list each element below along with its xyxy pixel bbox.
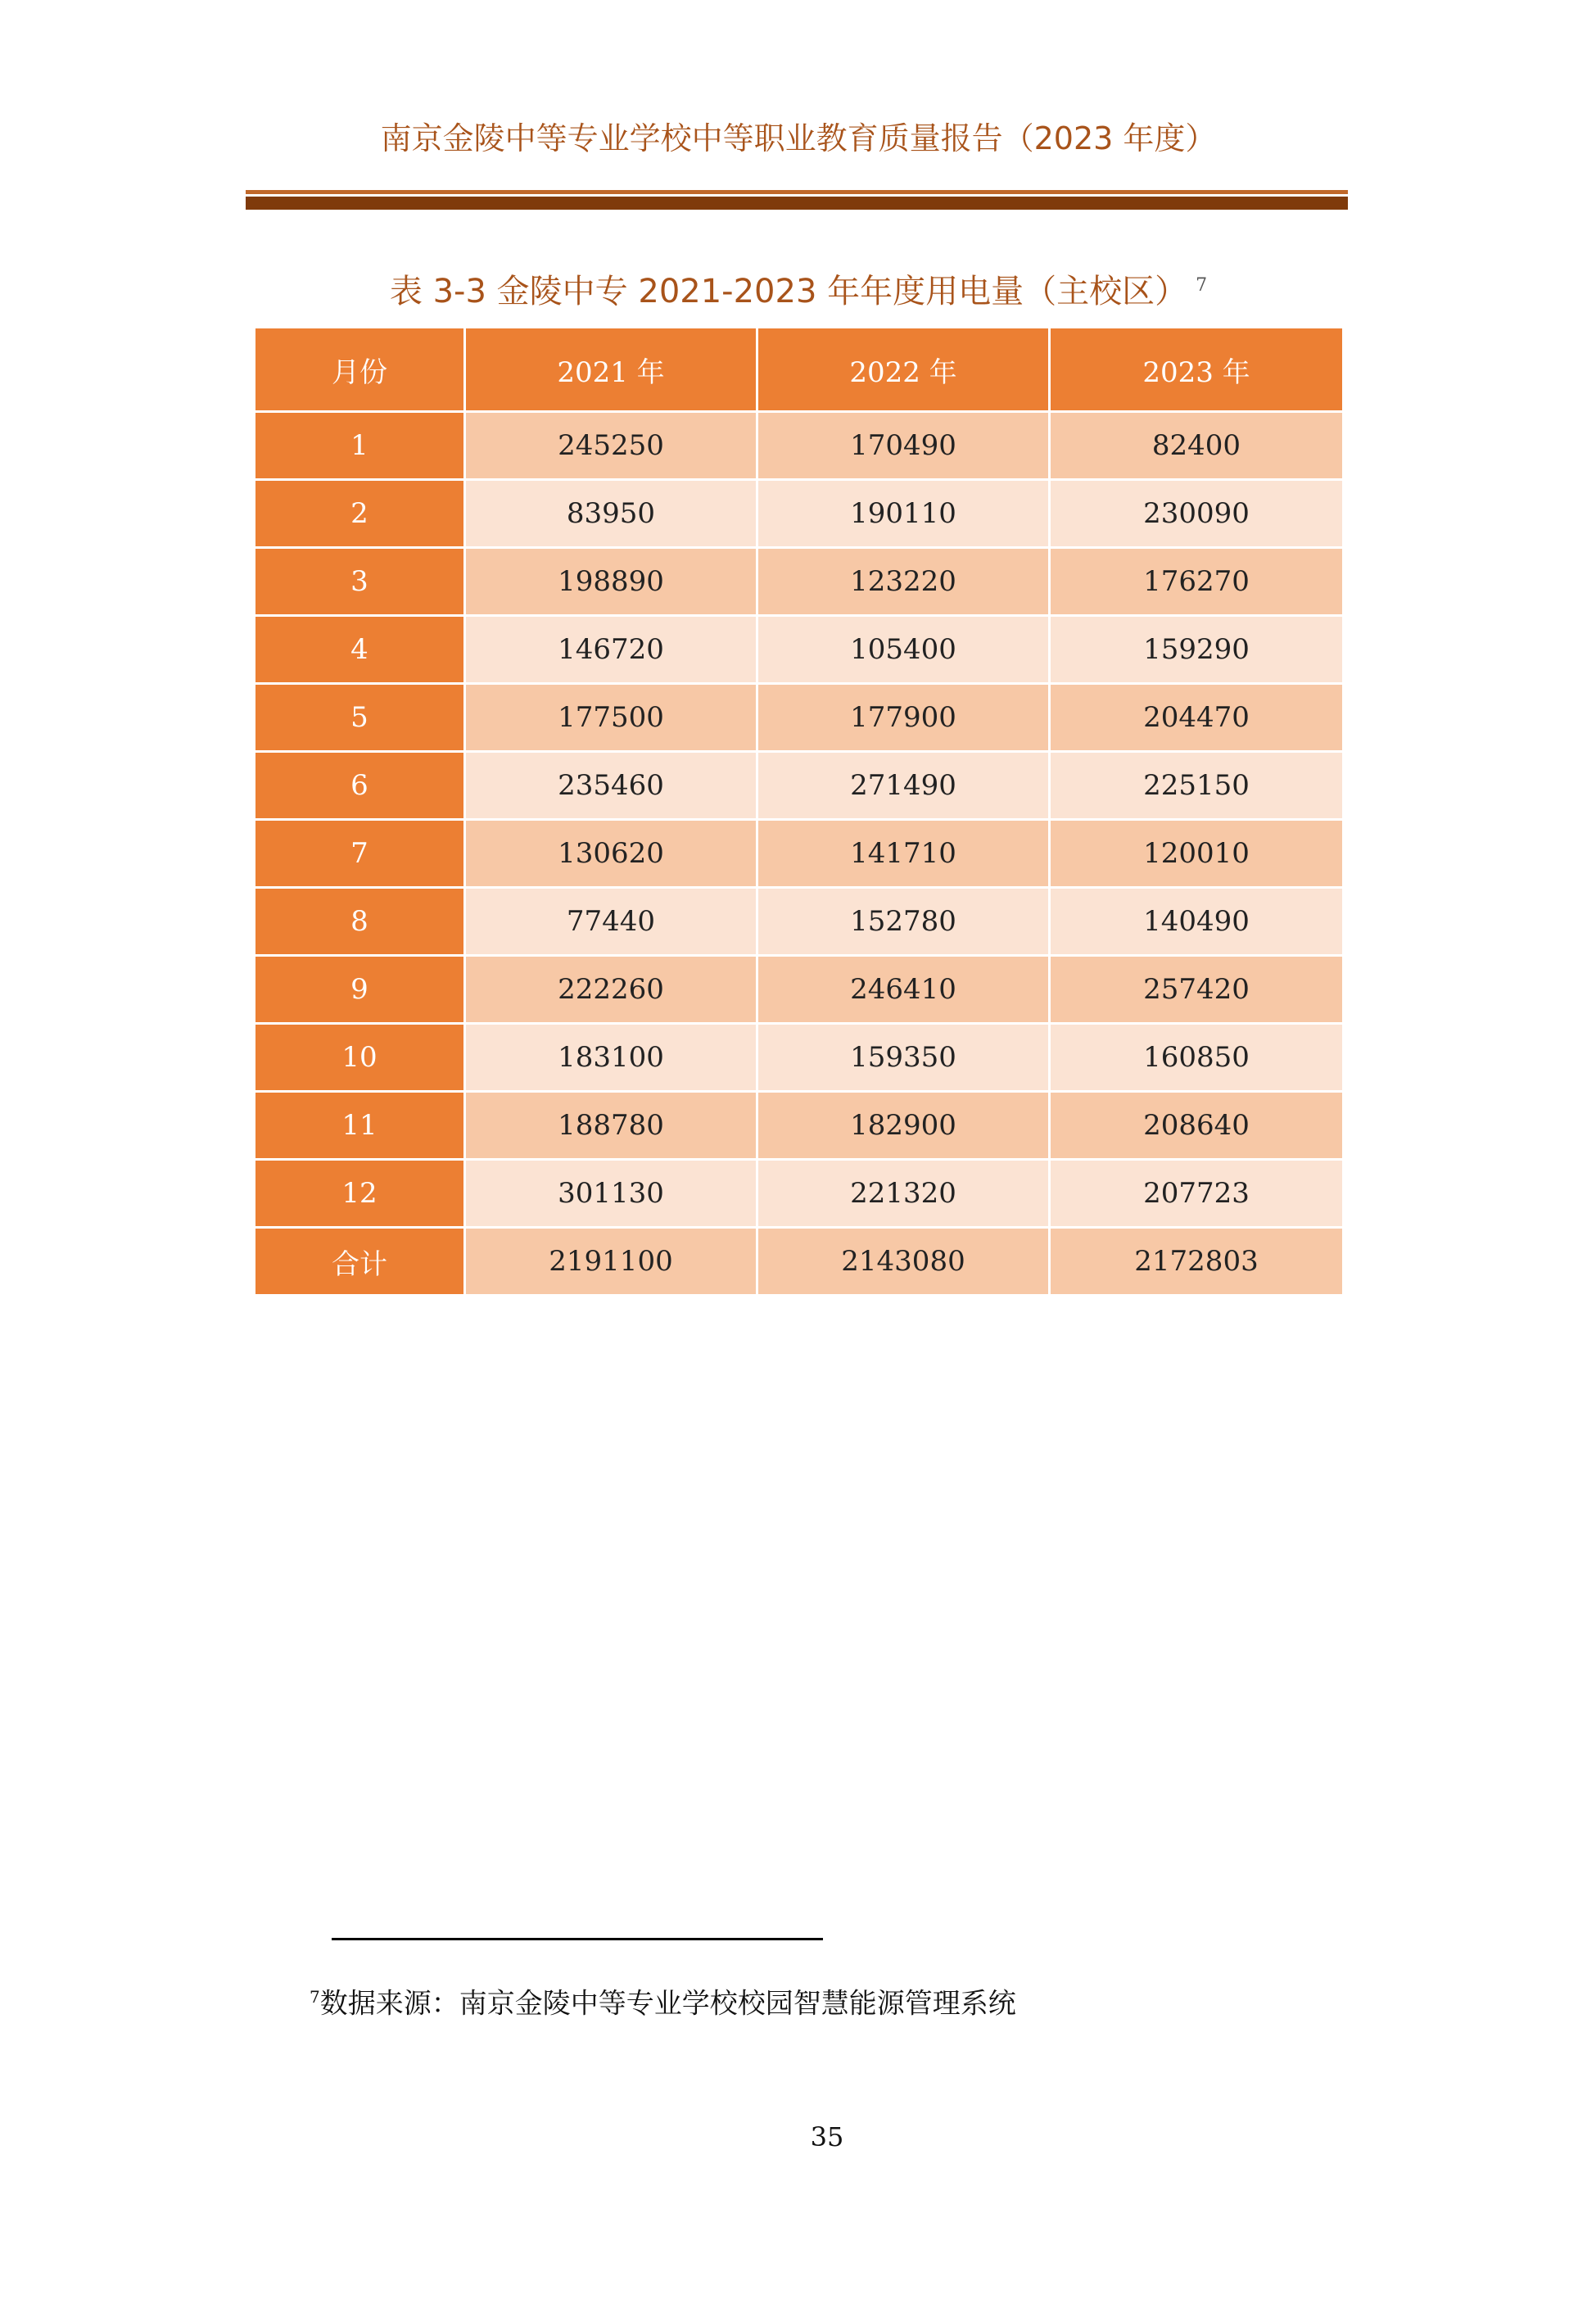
table-cell: 235460 — [465, 752, 757, 820]
column-header-2021: 2021 年 — [465, 328, 757, 412]
table-cell: 170490 — [757, 412, 1050, 480]
table-cell: 159350 — [757, 1024, 1050, 1092]
table-row — [255, 616, 1344, 684]
column-header-month: 月份 — [255, 328, 465, 412]
table-row — [255, 752, 1344, 820]
table-cell: 177500 — [465, 684, 757, 752]
table-row — [255, 1160, 1344, 1228]
table-cell: 221320 — [757, 1160, 1050, 1228]
table-cell: 176270 — [1050, 548, 1344, 616]
table-cell: 183100 — [465, 1024, 757, 1092]
column-header-2023: 2023 年 — [1050, 328, 1344, 412]
table-cell: 152780 — [757, 888, 1050, 956]
row-label: 12 — [255, 1160, 465, 1228]
table-cell: 130620 — [465, 820, 757, 888]
footnote — [310, 1987, 1016, 2021]
row-label: 7 — [255, 820, 465, 888]
table-cell: 190110 — [757, 480, 1050, 548]
footnote-text: 数据来源：南京金陵中等专业学校校园智慧能源管理系统 — [319, 1987, 1016, 2021]
table-cell: 198890 — [465, 548, 757, 616]
page-number: 35 — [810, 2121, 844, 2152]
footnote-marker: 7 — [310, 1987, 320, 2007]
table-cell: 140490 — [1050, 888, 1344, 956]
footnote-reference[interactable]: 7 — [1196, 274, 1208, 296]
table-cell: 177900 — [757, 684, 1050, 752]
table-row — [255, 548, 1344, 616]
table-cell: 120010 — [1050, 820, 1344, 888]
table-cell: 83950 — [465, 480, 757, 548]
table-cell: 225150 — [1050, 752, 1344, 820]
table-total-row — [255, 1228, 1344, 1296]
row-label: 3 — [255, 548, 465, 616]
row-label: 2 — [255, 480, 465, 548]
table-caption — [246, 275, 1351, 308]
header-rule-thin — [246, 190, 1348, 194]
total-label: 合计 — [255, 1228, 465, 1296]
footnote-separator — [332, 1938, 823, 1940]
table-header-row — [255, 328, 1344, 412]
total-cell-2022: 2143080 — [757, 1228, 1050, 1296]
table-cell: 207723 — [1050, 1160, 1344, 1228]
row-label: 9 — [255, 956, 465, 1024]
table-row — [255, 684, 1344, 752]
table-cell: 208640 — [1050, 1092, 1344, 1160]
table-cell: 182900 — [757, 1092, 1050, 1160]
table-row — [255, 480, 1344, 548]
table-cell: 123220 — [757, 548, 1050, 616]
row-label: 1 — [255, 412, 465, 480]
column-header-2022: 2022 年 — [757, 328, 1050, 412]
table-cell: 222260 — [465, 956, 757, 1024]
table-cell: 77440 — [465, 888, 757, 956]
running-header: 南京金陵中等专业学校中等职业教育质量报告（2023 年度） — [380, 120, 1217, 156]
table-cell: 245250 — [465, 412, 757, 480]
table-row — [255, 956, 1344, 1024]
row-label: 5 — [255, 684, 465, 752]
table-cell: 160850 — [1050, 1024, 1344, 1092]
row-label: 4 — [255, 616, 465, 684]
total-cell-2021: 2191100 — [465, 1228, 757, 1296]
table-cell: 188780 — [465, 1092, 757, 1160]
table-caption-text: 表 3-3 金陵中专 2021-2023 年年度用电量（主校区） — [389, 273, 1188, 310]
row-label: 10 — [255, 1024, 465, 1092]
table-row — [255, 1092, 1344, 1160]
table-cell: 204470 — [1050, 684, 1344, 752]
table-cell: 82400 — [1050, 412, 1344, 480]
row-label: 8 — [255, 888, 465, 956]
table-cell: 271490 — [757, 752, 1050, 820]
table-row — [255, 820, 1344, 888]
header-rule-thick — [246, 197, 1348, 210]
table-cell: 246410 — [757, 956, 1050, 1024]
total-cell-2023: 2172803 — [1050, 1228, 1344, 1296]
table-cell: 257420 — [1050, 956, 1344, 1024]
table-row — [255, 888, 1344, 956]
table-row — [255, 1024, 1344, 1092]
row-label: 11 — [255, 1092, 465, 1160]
table-cell: 159290 — [1050, 616, 1344, 684]
table-cell: 146720 — [465, 616, 757, 684]
row-label: 6 — [255, 752, 465, 820]
table-cell: 301130 — [465, 1160, 757, 1228]
table-row — [255, 412, 1344, 480]
electricity-usage-table — [253, 326, 1345, 1297]
table-cell: 230090 — [1050, 480, 1344, 548]
table-cell: 141710 — [757, 820, 1050, 888]
table-cell: 105400 — [757, 616, 1050, 684]
